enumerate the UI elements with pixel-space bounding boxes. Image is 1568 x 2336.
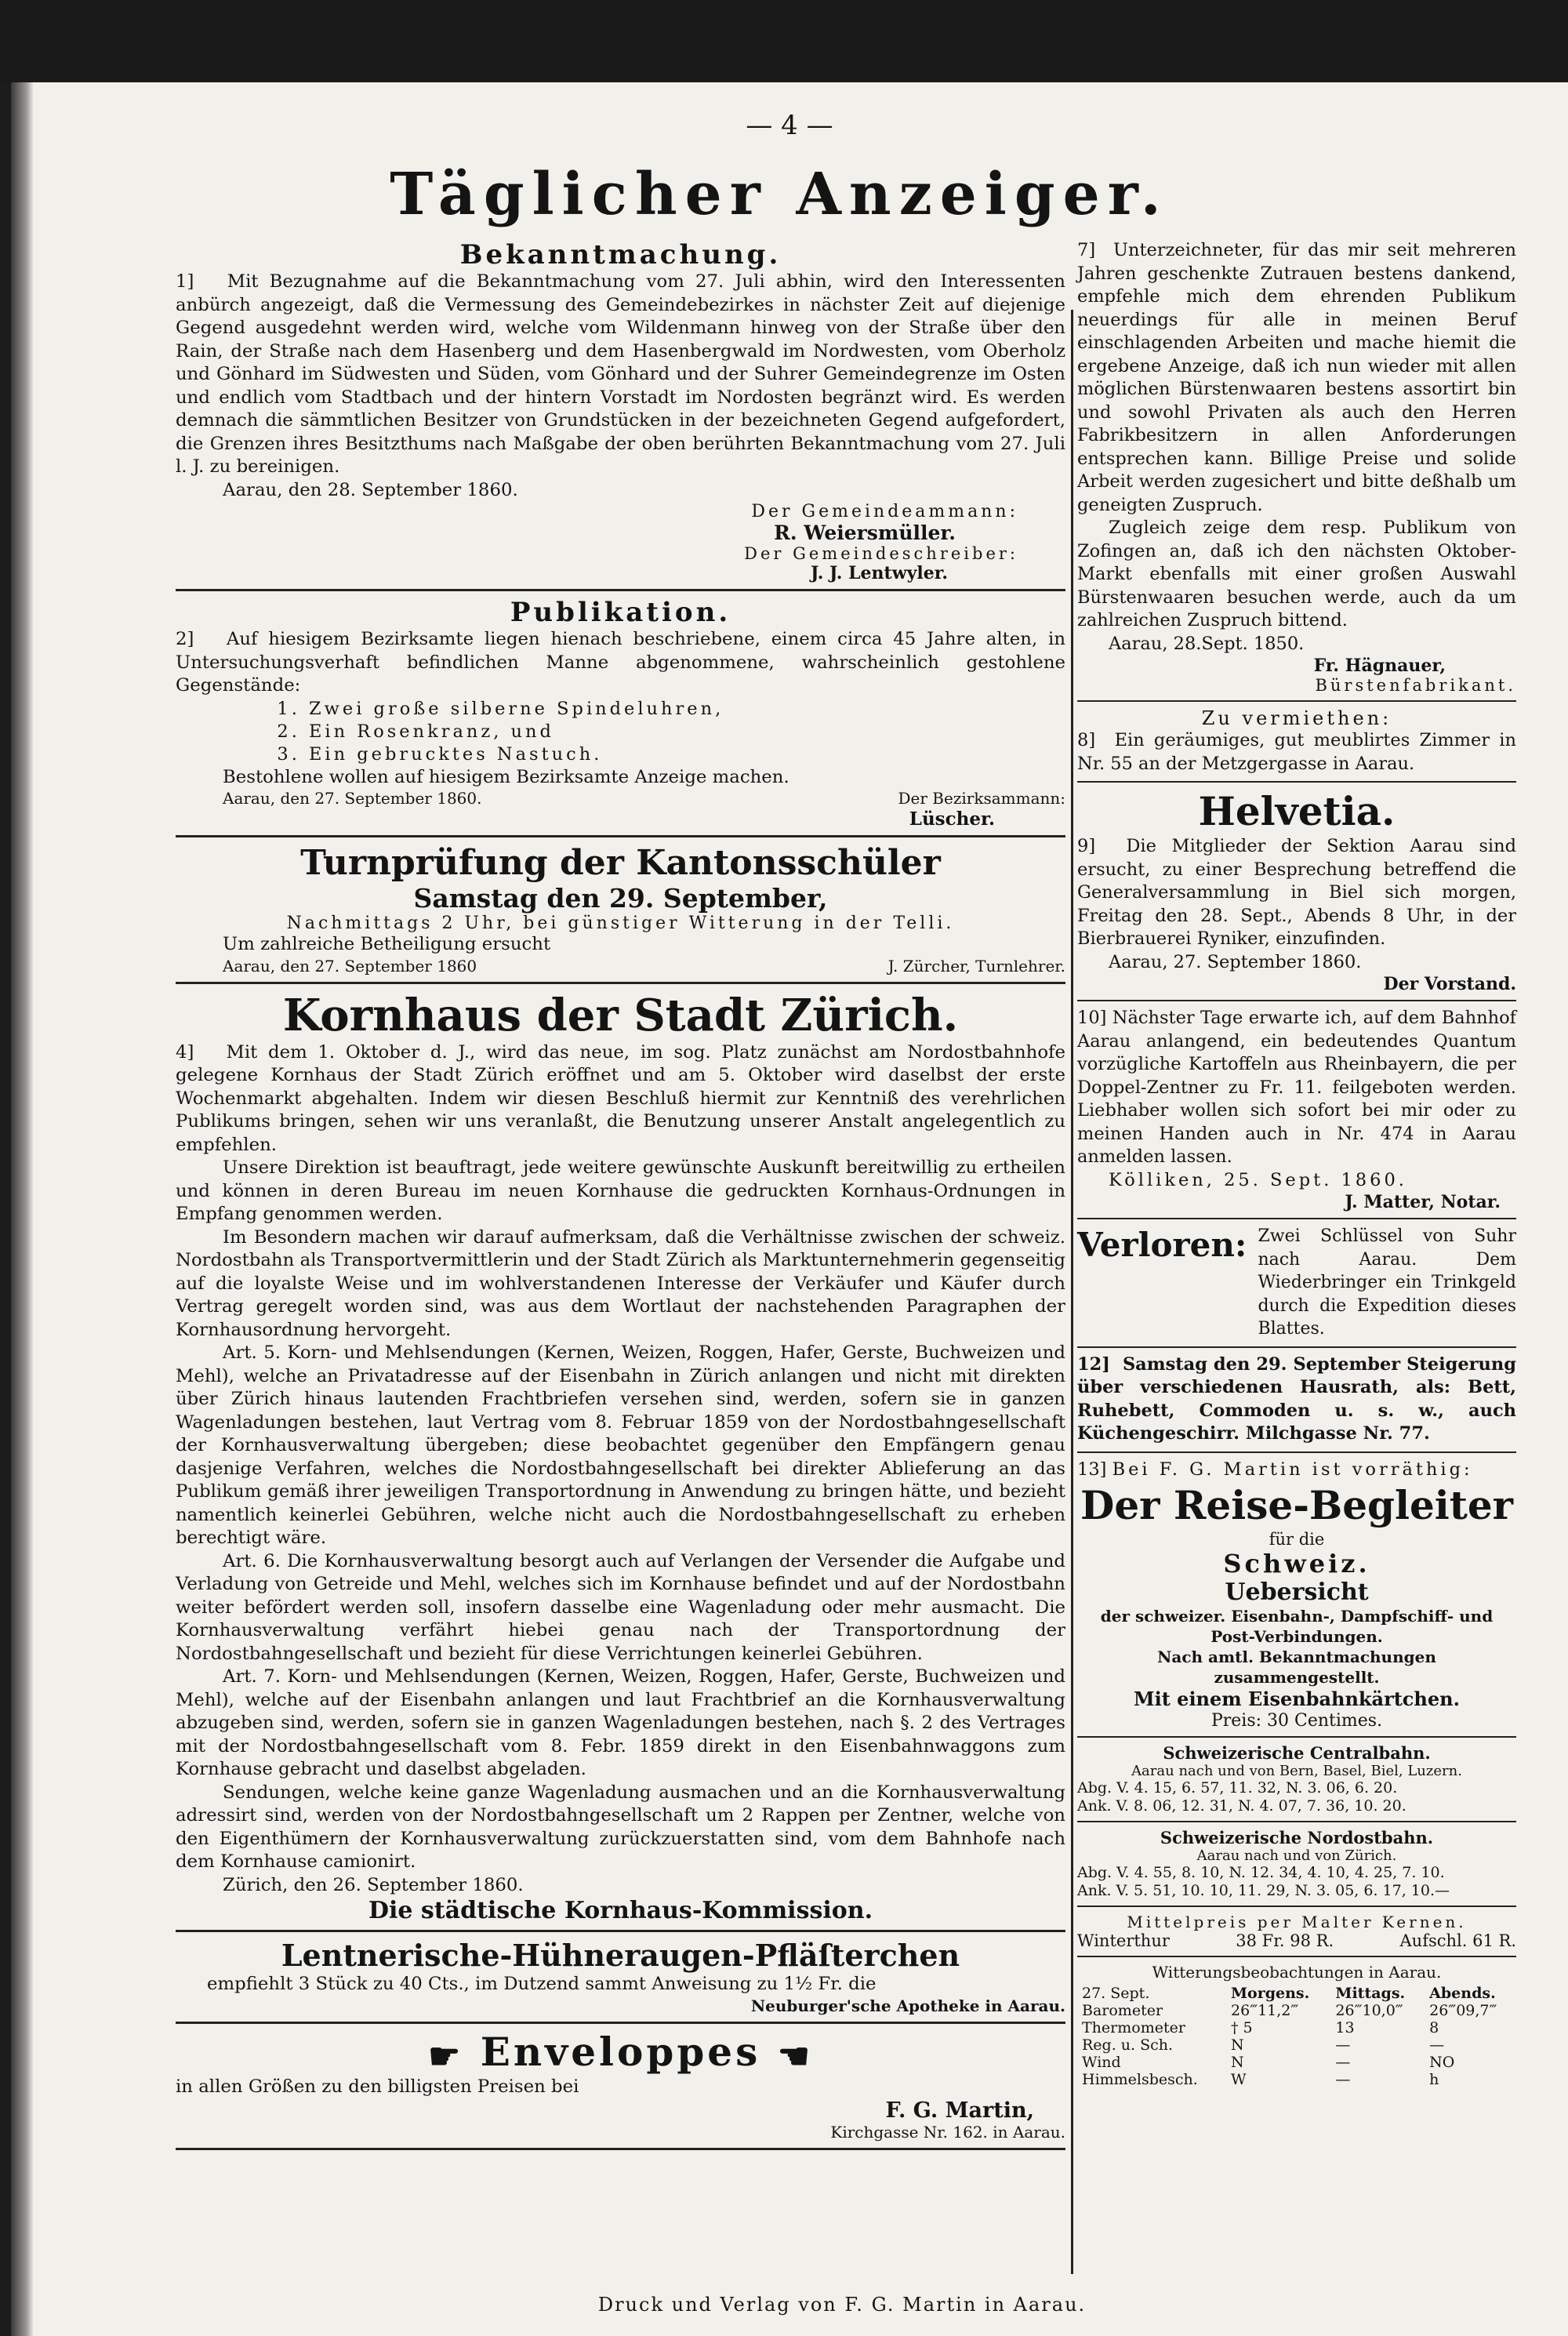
bekanntmachung-title: Bekanntmachung. [459, 239, 782, 271]
table-cell: Himmelsbesch. [1082, 2071, 1198, 2088]
kornhaus-para: Sendungen, welche keine ganze Wagenladung ausmachen und an die Kornhausverwaltung adressirt sind, werden von der Nordostbahngesellschaft um 2 Rappen per Zentner, welche von den Eigenthümern der Kornhausverwaltung zurückzuerstatten sind, vom dem Bahnhofe nach dem Kornhause camionirt. [176, 1782, 1065, 1872]
enveloppes-text: in allen Größen zu den billigsten Preisen bei [176, 2076, 579, 2097]
mittelpreis-title: Mittelpreis per Malter Kernen. [1127, 1913, 1467, 1931]
section-rule [1077, 1000, 1516, 1001]
kornhaus-signature: Die städtische Kornhaus-Kommission. [368, 1897, 873, 1924]
reise-price: Preis: 30 Centimes. [1210, 1711, 1383, 1731]
list-item: 3. Ein gebrucktes Nastuch. [309, 743, 1065, 766]
section-rule [1077, 1905, 1516, 1907]
section-rule [176, 982, 1065, 984]
table-cell: 26‴09,7‴ [1429, 2002, 1497, 2019]
masthead-title: Täglicher Anzeiger. [390, 161, 1169, 228]
table-cell: N [1231, 2054, 1244, 2071]
table-row [1077, 2071, 1516, 2088]
table-header-cell: Morgens. [1231, 1985, 1310, 2002]
table-cell: 13 [1335, 2019, 1355, 2036]
section-rule [176, 835, 1065, 837]
table-cell: Reg. u. Sch. [1082, 2036, 1174, 2054]
nordostbahn-title: Schweizerische Nordostbahn. [1160, 1828, 1434, 1847]
section-rule [1077, 1736, 1516, 1738]
newspaper-page [11, 82, 1568, 2336]
turnpruefung-date: Aarau, den 27. September 1860 [223, 956, 477, 975]
publikation-title: Publikation. [510, 597, 731, 628]
section-rule [1077, 781, 1516, 783]
table-cell: 26‴11,2‴ [1231, 2002, 1299, 2019]
centralbahn-abg: Abg. V. 4. 15, 6. 57, 11. 32, N. 3. 06, 6. 20. [1077, 1779, 1398, 1797]
stolen-items-list [176, 698, 1065, 766]
reise-country: Schweiz. [1223, 1549, 1370, 1579]
centralbahn-title: Schweizerische Centralbahn. [1163, 1743, 1431, 1763]
imprint-line: Druck und Verlag von F. G. Martin in Aarau. [597, 2294, 1087, 2316]
notice-number: 10] [1077, 1008, 1107, 1028]
helvetia-text: Die Mitglieder der Sektion Aarau sind ersucht, zu einer Besprechung betreffend die Generalversammlung in Biel sich morgen, Freitag den 28. Sept., Abends 8 Uhr, in der Bierbrauerei Ryniker, einzufinden. [1077, 836, 1516, 949]
nordostbahn-sub: Aarau nach und von Zürich. [1196, 1847, 1397, 1864]
nordostbahn-ank: Ank. V. 5. 51, 10. 10, 11. 29, N. 3. 05, 6. 17, 10.— [1077, 1882, 1450, 1899]
weather-table [1077, 1985, 1516, 2088]
vermiethen-text: Ein geräumiges, gut meublirtes Zimmer in Nr. 55 an der Metzgergasse in Aarau. [1077, 730, 1516, 774]
notice-turnpruefung [176, 843, 1065, 976]
reise-title: Der Reise-Begleiter [1080, 1482, 1514, 1528]
ad-reise-begleiter [1077, 1459, 1516, 1731]
huehneraugen-seller: Neuburger'sche Apotheke in Aarau. [750, 1996, 1065, 2015]
ad-verloren [1077, 1225, 1516, 1341]
grain-price [1077, 1913, 1516, 1950]
ad-steigerung [1077, 1353, 1516, 1446]
pointing-hand-left-icon: ☚ [777, 2034, 813, 2077]
notice-number: 12] [1077, 1353, 1110, 1375]
kornhaus-title: Kornhaus der Stadt Zürich. [282, 989, 959, 1041]
table-cell: — [1335, 2071, 1351, 2088]
table-header-row [1077, 1985, 1516, 2002]
mittelpreis-aufschlag: Aufschl. 61 R. [1399, 1931, 1516, 1950]
kornhaus-para: Mit dem 1. Oktober d. J., wird das neue, im sog. Platz zunächst am Nordostbahnhofe gelegene Kornhaus der Stadt Zürich eröffnet und am 5. Oktober wird daselbst der erste Wochenmarkt abgehalten. Indem wir diesen Beschluß hiermit zur Kenntniß des verehrlichen Publikums bringen, sehen wir uns veranlaßt, die Benutzung unserer Anstalt angelegentlich zu empfehlen. [176, 1041, 1065, 1155]
section-rule [1077, 1451, 1516, 1453]
ad-kartoffeln [1077, 1007, 1516, 1212]
notice-number: 1] [176, 271, 194, 292]
notice-kornhaus [176, 990, 1065, 1925]
ad-helvetia [1077, 788, 1516, 994]
signature-name: J. Matter, Notar. [1345, 1192, 1501, 1212]
turnpruefung-subtitle: Samstag den 29. September, [413, 883, 828, 914]
huehneraugen-title: Lentnerische-Hühneraugen-Pfläſterchen [281, 1938, 960, 1973]
kornhaus-para: Unsere Direktion ist beauftragt, jede weitere gewünschte Auskunft bereitwillig zu ertheilen und können in deren Bureau im neuen Kornhause die gedruckten Kornhaus-Ordnungen in Empfang genommen werden. [176, 1157, 1065, 1224]
section-rule [1077, 1956, 1516, 1957]
kartoffeln-date: Kölliken, 25. Sept. 1860. [1109, 1169, 1407, 1190]
list-item: 2. Ein Rosenkranz, und [309, 721, 1065, 743]
buersten-text: Zugleich zeige dem resp. Publikum von Zofingen an, daß ich den nächsten Oktober-Markt ebenfalls mit einer großen Auswahl Bürstenwaaren besuchen werde, auch da um zahlreichen Zuspruch bittend. [1077, 518, 1516, 630]
list-item: 1. Zwei große silberne Spindeluhren, [309, 698, 1065, 721]
signature-name: Lüscher. [909, 808, 995, 830]
mittelpreis-place: Winterthur [1077, 1931, 1170, 1950]
steigerung-text: Samstag den 29. September Steigerung über verschiedenen Hausrath, als: Bett, Ruhebett, Commoden u. s. w., auch Küchengeschirr. Milchgasse Nr. 77. [1077, 1353, 1516, 1444]
enveloppes-title: Enveloppes [480, 2028, 761, 2075]
table-cell: Barometer [1082, 2002, 1163, 2019]
section-rule [176, 2022, 1065, 2024]
notice-number: 7] [1077, 240, 1096, 260]
centralbahn-ank: Ank. V. 8. 06, 12. 31, N. 4. 07, 7. 36, 10. 20. [1077, 1797, 1406, 1815]
wetter-title: Witterungsbeobachtungen in Aarau. [1152, 1963, 1442, 1982]
table-cell: NO [1429, 2054, 1455, 2071]
section-rule [176, 2148, 1065, 2150]
notice-bekanntmachung [176, 239, 1065, 583]
kornhaus-para: Art. 5. Korn- und Mehlsendungen (Kernen, Weizen, Roggen, Hafer, Gerste, Buchweizen und Mehl), welche an Privatadresse auf der Eisenbahn in Zürich anlangen und nicht mit direkten über Zürich hinaus lautenden Frachtbriefen versehen sind, werden, sofern sie in ganzen Wagenladungen bestehen, laut Vertrag vom 8. Februar 1859 von der Nordostbahngesellschaft der Kornhausverwaltung übergeben; diese beobachtet gegenüber den Empfängern genau dasjenige Verfahren, welches die Nordostbahngesellschaft bei direkter Ablieferung an das Publikum gemäß ihrer jeweiligen Transportordnung in Anwendung zu bringen hätte, und bezieht namentlich keinerlei Gebühren, welche nicht auch die Nordostbahngesellschaft zu erheben berechtigt wäre. [176, 1342, 1065, 1548]
verloren-text: Zwei Schlüssel von Suhr nach Aarau. Dem Wiederbringer ein Trinkgeld durch die Expedition dieses Blattes. [1258, 1226, 1516, 1339]
mittelpreis-price: 38 Fr. 98 R. [1236, 1931, 1334, 1950]
notice-number: 2] [176, 629, 194, 649]
kornhaus-date: Zürich, den 26. September 1860. [223, 1874, 524, 1895]
ad-enveloppes [176, 2029, 1065, 2143]
table-row [1077, 2019, 1516, 2036]
table-row [1077, 2054, 1516, 2071]
turnpruefung-time: Nachmittags 2 Uhr, bei günstiger Witterung in der Telli. [286, 914, 955, 933]
section-rule [1077, 700, 1516, 702]
kornhaus-para: Art. 7. Korn- und Mehlsendungen (Kernen, Weizen, Roggen, Hafer, Gerste, Buchweizen und Mehl), welche auf der Eisenbahn anlangen und laut Frachtbrief an die Kornhausverwaltung abzugeben sind, werden, sofern sie in ganzen Wagenladungen bestehen, nach §. 2 des Vertrages mit der Nordostbahngesellschaft vom 8. Febr. 1859 direkt in den Eisenbahnwaggons zum Kornhause gebracht und daselbst abgeladen. [176, 1666, 1065, 1779]
table-cell: 8 [1429, 2019, 1439, 2036]
signature-name: J. J. Lentwyler. [811, 563, 948, 583]
table-cell: — [1335, 2054, 1351, 2071]
timetable-centralbahn [1077, 1743, 1516, 1815]
weather-observations [1077, 1963, 1516, 2088]
page-number: — 4 — [746, 110, 833, 141]
section-rule [1077, 1821, 1516, 1822]
helvetia-date: Aarau, 27. September 1860. [1109, 951, 1362, 972]
turnpruefung-title: Turnprüfung der Kantonsschüler [300, 843, 941, 883]
section-rule [176, 589, 1065, 591]
centralbahn-sub: Aarau nach und von Bern, Basel, Biel, Luzern. [1131, 1763, 1462, 1779]
notice-number: 9] [1077, 836, 1096, 856]
signature-title: Der Bezirksammann: [898, 789, 1065, 808]
table-cell: Thermometer [1082, 2019, 1185, 2036]
table-cell: N [1231, 2036, 1244, 2054]
notice-number: 13] [1077, 1459, 1107, 1480]
reise-map: Mit einem Eisenbahnkärtchen. [1134, 1688, 1460, 1710]
reise-desc: Nach amtl. Bekanntmachungen zusammengestellt. [1157, 1648, 1436, 1687]
notice-number: 4] [176, 1041, 194, 1063]
huehneraugen-text: empfiehlt 3 Stück zu 40 Cts., im Dutzend sammt Anweisung zu 1½ Fr. die [207, 1974, 877, 1994]
ad-huehneraugen [176, 1938, 1065, 2016]
signature-title: Bürstenfabrikant. [1315, 676, 1516, 695]
nordostbahn-abg: Abg. V. 4. 55, 8. 10, N. 12. 34, 4. 10, 4. 25, 7. 10. [1077, 1864, 1445, 1881]
table-row [1077, 2002, 1516, 2019]
table-cell: † 5 [1231, 2019, 1253, 2036]
kornhaus-para: Art. 6. Die Kornhausverwaltung besorgt auch auf Verlangen der Versender die Aufgabe und Verladung von Getreide und Mehl, welches sich im Kornhause befindet und auf der Nordostbahn weiter befördert werden soll, insofern dasselbe eine Wagenladung oder mehr ausmacht. Die Kornhausverwaltung verfährt hiebei genau nach der Transportordnung der Nordostbahngesellschaft und bezieht für diese Verrichtungen keinerlei Gebühren. [176, 1550, 1065, 1664]
signature-name: R. Weiersmüller. [774, 521, 956, 544]
reise-subtitle: Uebersicht [1225, 1579, 1369, 1606]
enveloppes-seller: F. G. Martin, [885, 2098, 1034, 2123]
helvetia-signature: Der Vorstand. [1383, 974, 1516, 994]
signature-name: Fr. Hägnauer, [1313, 656, 1446, 676]
kartoffeln-text: Nächster Tage erwarte ich, auf dem Bahnhof Aarau anlangend, ein bedeutendes Quantum vorzügliche Kartoffeln aus Rheinbayern, die per Doppel-Zentner zu Fr. 11. feilgeboten werden. Liebhaber wollen sich sofort bei mir oder zu meinen Handen auch in Nr. 474 in Aarau anmelden lassen. [1077, 1008, 1516, 1167]
signature-name: J. Zürcher, Turnlehrer. [887, 956, 1065, 975]
pointing-hand-right-icon: ☛ [428, 2034, 464, 2077]
turnpruefung-call: Um zahlreiche Betheiligung ersucht [223, 934, 551, 954]
bekanntmachung-date: Aarau, den 28. September 1860. [223, 479, 518, 500]
verloren-title: Verloren: [1077, 1226, 1247, 1264]
publikation-note: Bestohlene wollen auf hiesigem Bezirksamte Anzeige machen. [223, 766, 789, 787]
left-column [176, 239, 1065, 2156]
helvetia-title: Helvetia. [1198, 788, 1396, 834]
table-cell: W [1231, 2071, 1247, 2088]
reise-intro: Bei F. G. Martin ist vorräthig: [1112, 1459, 1473, 1480]
section-rule [1077, 1218, 1516, 1219]
reise-desc: der schweizer. Eisenbahn-, Dampfschiff- und Post-Verbindungen. [1100, 1607, 1494, 1646]
table-cell: — [1335, 2036, 1351, 2054]
table-row [1077, 2036, 1516, 2054]
table-cell: Wind [1082, 2054, 1121, 2071]
table-cell: h [1429, 2071, 1439, 2088]
right-column [1077, 239, 1516, 2091]
vermiethen-title: Zu vermiethen: [1201, 707, 1392, 729]
column-divider [1071, 310, 1073, 2274]
bekanntmachung-text: Mit Bezugnahme auf die Bekanntmachung vom 27. Juli abhin, wird den Interessenten anbürch angezeigt, daß die Vermessung des Gemeindebezirkes in nächster Zeit auf diejenige Gegend ausgedehnt werden wird, welche vom Wildenmann hinweg von der Straße über den Rain, der Straße nach dem Hasenberg und dem Hasenbergwald im Nordwesten, vom Oberholz und Gönhard im Südwesten und Süden, vom Gönhard und der Suhrer Gemeindegrenze im Osten und endlich vom Stadtbach und der hintern Vorstadt im Nordosten begränzt wird. Es werden demnach die sämmtlichen Besitzer von Grundstücken in der bezeichneten Gegend aufgefordert, die Grenzen ihres Besitzthums nach Maßgabe der oben berührten Bekanntmachung vom 27. Juli l. J. zu bereinigen. [176, 271, 1065, 477]
scan-background [0, 0, 1568, 82]
notice-number: 8] [1077, 730, 1096, 750]
buersten-date: Aarau, 28.Sept. 1850. [1109, 633, 1305, 654]
enveloppes-address: Kirchgasse Nr. 162. in Aarau. [830, 2123, 1065, 2142]
table-cell: 26‴10,0‴ [1335, 2002, 1403, 2019]
kornhaus-para: Im Besondern machen wir darauf aufmerksam, daß die Verhältnisse zwischen der schweiz. Nordostbahn als Transportvermittlerin und der Stadt Zürich als Marktunternehmerin gegenseitig auf die loyalste Weise und im wohlverstandenen Interesse der Verkäufer und Käufer durch Vertrag geregelt worden sind, was aus dem Wortlaut der nachstehenden Paragraphen der Kornhausordnung hervorgeht. [176, 1226, 1065, 1340]
publikation-text: Auf hiesigem Bezirksamte liegen hienach beschriebene, einem circa 45 Jahre alten, in Untersuchungsverhaft befindlichen Manne abgenommene, wahrscheinlich gestohlene Gegenstände: [176, 629, 1066, 696]
section-rule [1077, 1346, 1516, 1348]
table-cell: — [1429, 2036, 1445, 2054]
ad-buerstenwaaren [1077, 239, 1516, 695]
table-header-cell: 27. Sept. [1082, 1985, 1150, 2002]
buersten-text: Unterzeichneter, für das mir seit mehreren Jahren geschenkte Zutrauen bestens dankend, empfehle mich dem ehrenden Publikum neuerdings für alle in meinen Beruf einschlagenden Arbeiten und mache hiemit die ergebene Anzeige, daß ich nun wieder mit allen möglichen Bürstenwaaren bestens assortirt bin und sowohl Privaten als auch den Herren Fabrikbesitzern in allen Anforderungen entsprechen kann. Billige Preise und solide Arbeit werden zugesichert und bitte deßhalb um geneigten Zuspruch. [1077, 240, 1517, 515]
publikation-date: Aarau, den 27. September 1860. [223, 789, 482, 808]
timetable-nordostbahn [1077, 1828, 1516, 1900]
signature-title: Der Gemeindeschreiber: [744, 544, 1018, 563]
notice-publikation [176, 597, 1065, 830]
table-header-cell: Mittags. [1335, 1985, 1406, 2002]
page-binding-shadow [11, 82, 33, 2336]
section-rule [176, 1930, 1065, 1932]
signature-title: Der Gemeindeammann: [751, 502, 1018, 521]
ad-zu-vermiethen [1077, 707, 1516, 776]
reise-fur: für die [1269, 1530, 1325, 1549]
table-header-cell: Abends. [1429, 1985, 1496, 2002]
